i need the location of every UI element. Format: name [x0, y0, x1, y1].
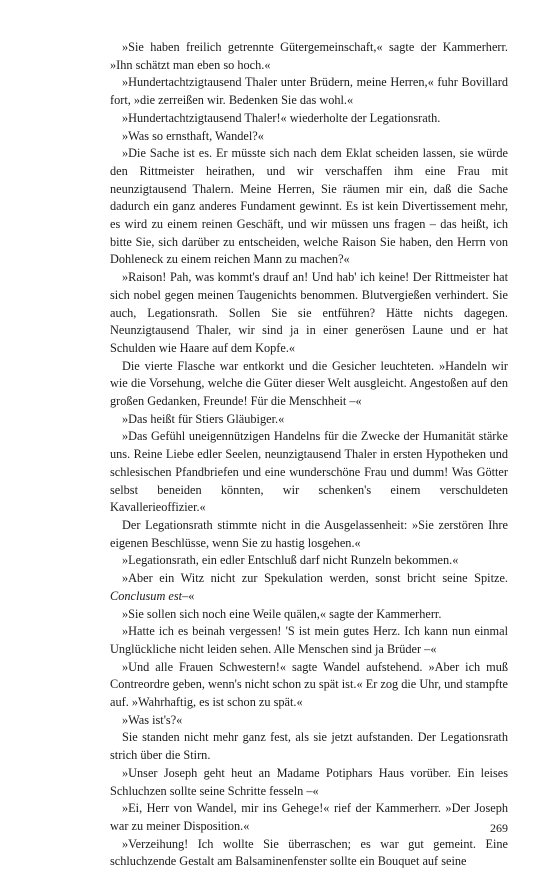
paragraph: »Hatte ich es beinah vergessen! 'S ist mein gutes Herz. Ich kann nun einmal Unglückliche nicht leiden sehen. Alle Menschen sind ja Brüder –«	[110, 624, 508, 656]
body-text	[110, 39, 508, 871]
paragraph: »Was ist's?«	[122, 712, 183, 727]
paragraph: »Ei, Herr von Wandel, mir ins Gehege!« rief der Kammerherr. »Der Joseph war zu meiner Disposition.«	[110, 801, 508, 833]
page-number: 269	[490, 821, 508, 835]
paragraph: »Unser Joseph geht heut an Madame Potiphars Haus vorüber. Ein leises Schluchzen sollte seine Schritte fesseln –«	[110, 765, 508, 798]
paragraph: Der Legationsrath stimmte nicht in die Ausgelassenheit: »Sie zerstören Ihre eigenen Beschlüsse, wenn Sie zu hastig losgehen.«	[110, 517, 508, 550]
paragraph: Sie standen nicht mehr ganz fest, als sie jetzt aufstanden. Der Legationsrath strich über die Stirn.	[110, 730, 508, 763]
paragraph: »Und alle Frauen Schwestern!« sagte Wandel aufstehend. »Aber ich muß Contreordre geben, wenn's nicht schon zu spät ist.« Er zog die Uhr, und stampfte auf. »Wahrhaftig, es ist schon zu spät.«	[110, 659, 508, 710]
paragraph-end: –«	[182, 588, 195, 603]
paragraph: »Das Gefühl uneigennützigen Handelns für die Zwecke der Humanität stärke uns. Reine Liebe edler Seelen, neunzigtausend Thaler in ersten Hypotheken und schlesischen Pfandbriefen und eine wunderschöne Frau und dumm! Was Götter selbst beneiden könnten, wir schenken's einem verschuldeten Kavallerieoffizier.«	[110, 429, 508, 515]
paragraph: »Die Sache ist es. Er müsste sich nach dem Eklat scheiden lassen, sie würde den Rittmeister heirathen, und wir verschaffen ihm eine Frau mit neunzigtausend Thalern. Meine Herren, Sie räumen mir ein, daß die Sache dadurch ein ganz anderes Fundament gewinnt. Es ist kein Divertissement mehr, es wird zu einem reinen Geschäft, und wir müssen uns fragen – das heißt, ich bitte Sie, sich darüber zu entscheiden, welche Raison Sie haben, den Herrn von Dohleneck zu einem reichen Mann zu machen?«	[110, 146, 508, 267]
paragraph: »Hundertachtzigtausend Thaler unter Brüdern, meine Herren,« fuhr Bovillard fort, »die zerreißen wir. Bedenken Sie das wohl.«	[110, 75, 508, 108]
paragraph: »Verzeihung! Ich wollte Sie überraschen; es war gut gemeint. Eine schluchzende Gestalt am Balsaminenfenster sollte ein Bouquet auf seine	[110, 836, 508, 869]
paragraph: »Hundertachtzigtausend Thaler!« wiederholte der Legationsrath.	[122, 110, 441, 125]
paragraph: »Raison! Pah, was kommt's drauf an! Und hab' ich keine! Der Rittmeister hat sich nobel gegen meinen Taugenichts benommen. Blutvergießen verhindert. Sie auch, Legationsrath. Sollen Sie sie entführen? Hätte nichts dagegen. Neunzigtausend Thaler, wir sind ja in einer generösen Laune und er hat Schulden wie Haare auf dem Kopfe.«	[110, 270, 508, 355]
italic-phrase: Conclusum est	[110, 588, 183, 603]
paragraph: »Das heißt für Stiers Gläubiger.«	[122, 411, 285, 426]
paragraph: »Sie haben freilich getrennte Gütergemeinschaft,« sagte der Kammerherr. »Ihn schätzt man eben so hoch.«	[110, 40, 508, 72]
paragraph: »Sie sollen sich noch eine Weile quälen,« sagte der Kammerherr.	[122, 606, 442, 621]
paragraph: Die vierte Flasche war entkorkt und die Gesicher leuchteten. »Handeln wir wie die Vorsehung, welche die Güter dieser Welt ausgleicht. Angestoßen auf den großen Gedanken, Freunde! Für die Menschheit –«	[110, 358, 508, 409]
paragraph-text: »Aber ein Witz nicht zur Spekulation werden, sonst bricht seine Spitze.	[122, 571, 508, 586]
paragraph-with-italic	[110, 570, 508, 605]
paragraph: »Was so ernsthaft, Wandel?«	[122, 128, 264, 143]
paragraph: »Legationsrath, ein edler Entschluß darf nicht Runzeln bekommen.«	[122, 553, 459, 568]
